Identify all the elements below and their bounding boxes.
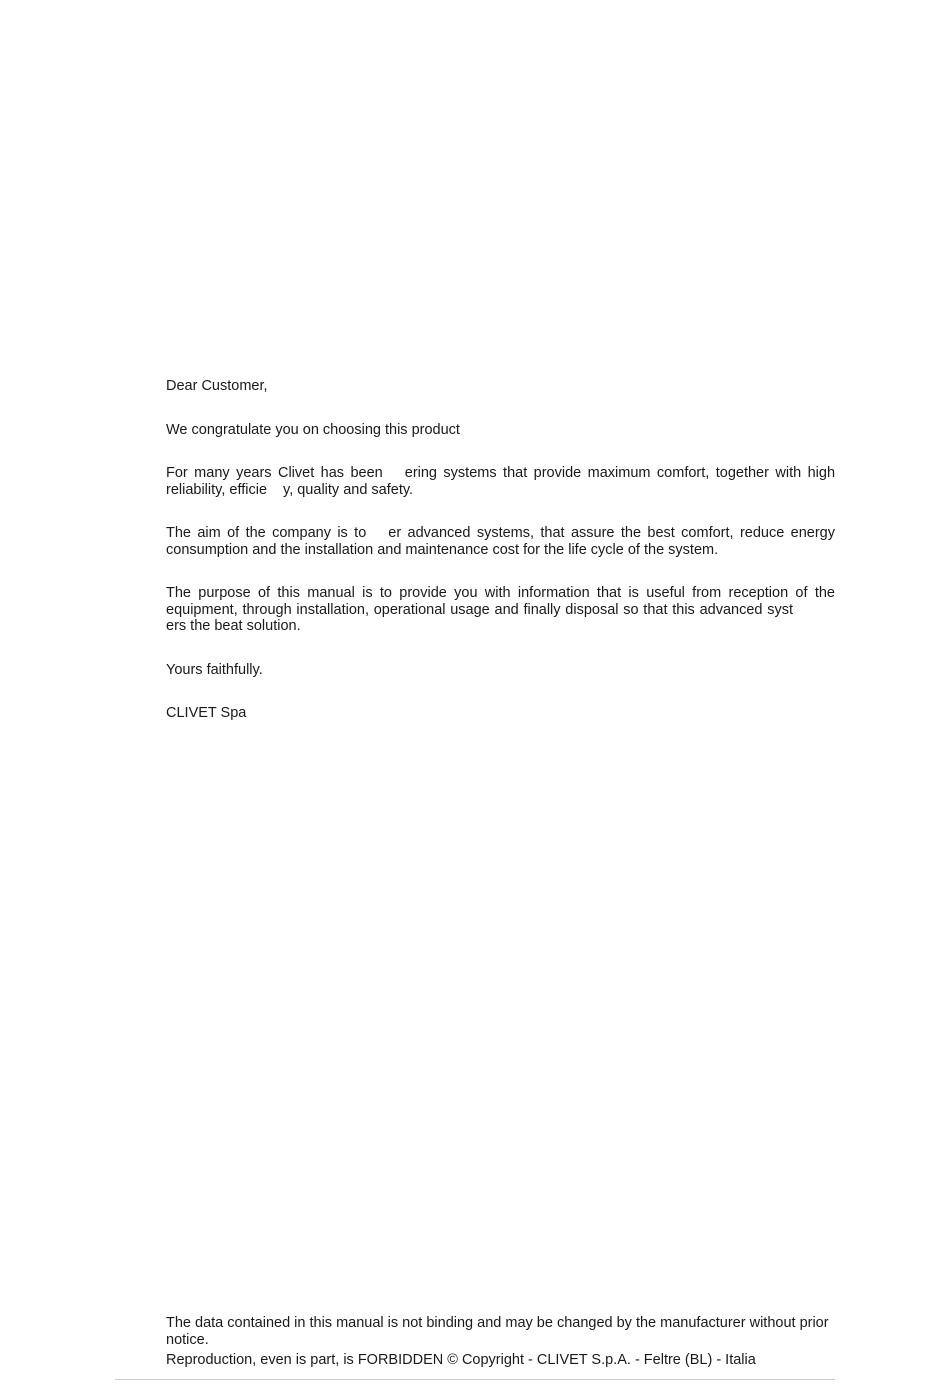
paragraph-aim — [166, 525, 835, 558]
footer-notice: The data contained in this manual is not binding and may be changed by the manufacturer without prior notice. — [166, 1315, 829, 1348]
closing-line: Yours faithfully. — [166, 661, 263, 678]
letter-body — [166, 378, 835, 722]
paragraph-purpose — [166, 585, 835, 635]
greeting: Dear Customer, — [166, 378, 268, 394]
paragraph-history-part2: ering systems that provide maximum comfort, together with high reliability, efficie — [166, 465, 836, 498]
paragraph-purpose-part2: ers the beat solution. — [166, 618, 301, 634]
congratulation-line: We congratulate you on choosing this product — [166, 421, 460, 438]
paragraph-history-part1: For many years Clivet has been — [166, 465, 383, 481]
paragraph-aim-part2: er advanced systems, that assure the best comfort, reduce energy consumption and the installation and maintenance cost for the life cycle of the system. — [166, 525, 835, 558]
paragraph-purpose-part1: The purpose of this manual is to provide you with information that is useful from reception of the equipment, through installation, operational usage and finally disposal so that this advanced syst — [166, 585, 835, 618]
footer-copyright: Reproduction, even is part, is FORBIDDEN © Copyright - CLIVET S.p.A. - Feltre (BL) - Italia — [166, 1352, 756, 1368]
paragraph-history — [166, 465, 835, 498]
footer — [166, 1315, 835, 1369]
paragraph-history-part3: y, quality and safety. — [283, 481, 414, 498]
paragraph-aim-part1: The aim of the company is to — [166, 525, 367, 541]
footer-divider — [115, 1379, 835, 1380]
signature: CLIVET Spa — [166, 705, 247, 721]
